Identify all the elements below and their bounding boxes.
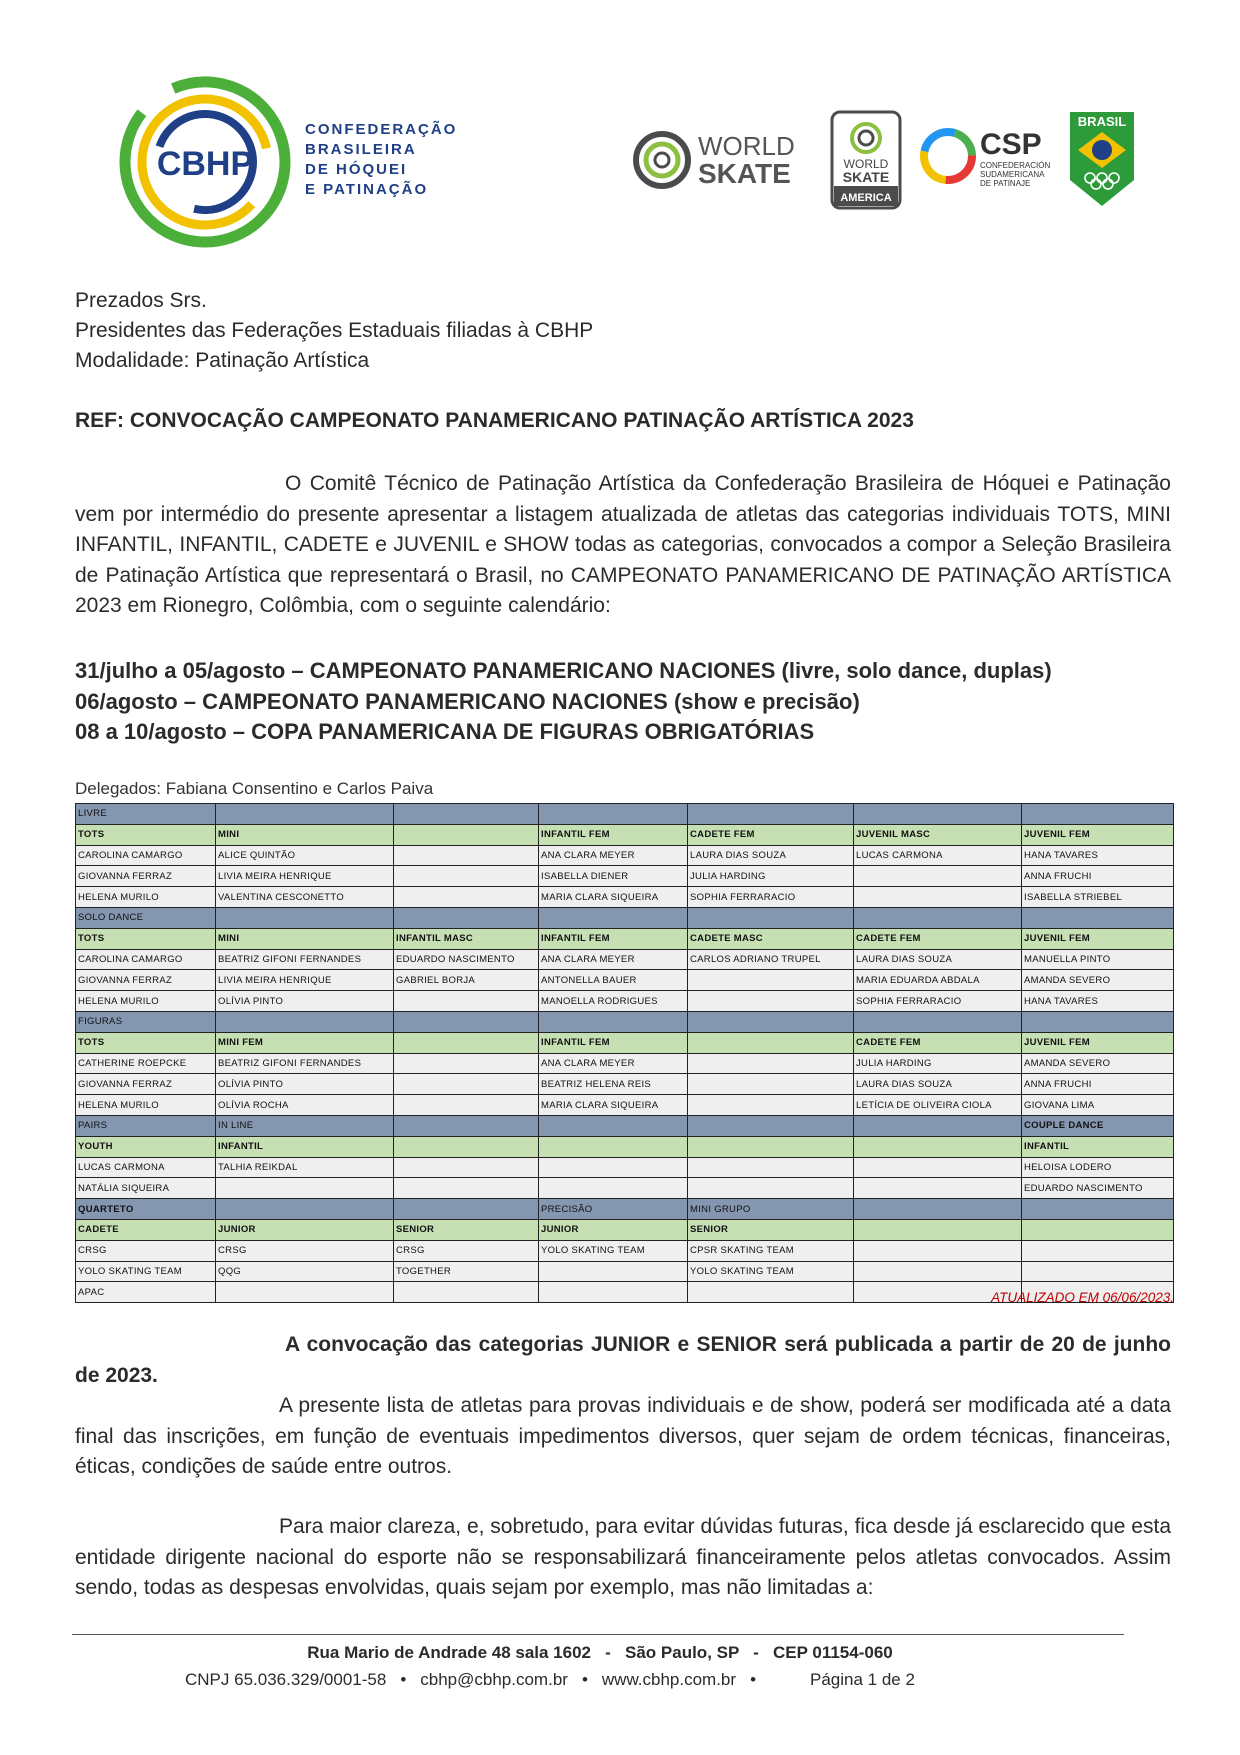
table-cell: ANNA FRUCHI (1022, 1074, 1174, 1095)
category-row (76, 824, 1174, 845)
table-cell: JUNIOR (539, 1219, 688, 1240)
footer-email[interactable]: cbhp@cbhp.com.br (420, 1670, 568, 1689)
table-cell (394, 824, 539, 845)
table-cell (688, 1011, 854, 1032)
table-cell: LETÍCIA DE OLIVEIRA CIOLA (854, 1095, 1022, 1116)
table-cell (539, 1261, 688, 1282)
table-cell (539, 1011, 688, 1032)
table-cell (854, 1136, 1022, 1157)
table-cell: IN LINE (216, 1115, 394, 1136)
table-cell: MINI FEM (216, 1032, 394, 1053)
csp-line: DE PATINAJE (980, 179, 1031, 188)
table-cell (216, 1282, 394, 1303)
table-cell: CRSG (394, 1240, 539, 1261)
table-cell: INFANTIL FEM (539, 824, 688, 845)
table-cell (394, 1032, 539, 1053)
expenses-paragraph (75, 1512, 1171, 1604)
section-row (76, 804, 1174, 825)
table-cell: JUVENIL FEM (1022, 928, 1174, 949)
table-cell: JULIA HARDING (688, 866, 854, 887)
table-cell: SOPHIA FERRARACIO (688, 887, 854, 908)
table-cell (1022, 804, 1174, 825)
table-cell: CADETE FEM (854, 1032, 1022, 1053)
footer-divider (72, 1634, 1124, 1635)
table-cell: SOPHIA FERRARACIO (854, 991, 1022, 1012)
table-cell: INFANTIL (216, 1136, 394, 1157)
table-cell (539, 1115, 688, 1136)
table-cell: LIVRE (76, 804, 216, 825)
table-cell (216, 1199, 394, 1220)
footer-contacts (185, 1670, 1085, 1690)
cbhp-name-line: E PATINAÇÃO (305, 181, 429, 198)
athlete-row (76, 1157, 1174, 1178)
table-cell: CADETE FEM (688, 824, 854, 845)
table-cell: PRECISÃO (539, 1199, 688, 1220)
table-cell: CAROLINA CAMARGO (76, 845, 216, 866)
table-cell (394, 1157, 539, 1178)
table-cell: CAROLINA CAMARGO (76, 949, 216, 970)
table-cell: LIVIA MEIRA HENRIQUE (216, 866, 394, 887)
table-cell: FIGURAS (76, 1011, 216, 1032)
reference-line: REF: CONVOCAÇÃO CAMPEONATO PANAMERICANO PATINAÇÃO ARTÍSTICA 2023 (75, 409, 914, 432)
wsa-word: WORLD (843, 157, 889, 171)
table-cell (854, 887, 1022, 908)
table-cell: COUPLE DANCE (1022, 1115, 1174, 1136)
table-cell (394, 1282, 539, 1303)
schedule-item: 31/julho a 05/agosto – CAMPEONATO PANAMERICANO NACIONES (livre, solo dance, duplas) (75, 658, 1052, 683)
cbhp-name-line: CONFEDERAÇÃO (305, 121, 458, 138)
table-cell (394, 1074, 539, 1095)
csp-line: SUDAMERICANA (980, 170, 1045, 179)
table-cell: TOTS (76, 1032, 216, 1053)
table-cell (854, 1178, 1022, 1199)
table-cell: ANA CLARA MEYER (539, 1053, 688, 1074)
table-cell (216, 907, 394, 928)
table-cell: ANTONELLA BAUER (539, 970, 688, 991)
table-cell: GABRIEL BORJA (394, 970, 539, 991)
athlete-row (76, 887, 1174, 908)
intro-text: O Comitê Técnico de Patinação Artística da Confederação Brasileira de Hóquei e Patinação vem por intermédio do presente apresentar a listagem atualizada de atletas das categorias individuais TOTS, MINI INFANTIL, INFANTIL, CADETE e JUVENIL e SHOW todas as categorias, convocados a compor a Seleção Brasileira de Patinação Artística que representará o Brasil, no CAMPEONATO PANAMERICANO DE PATINAÇÃO ARTÍSTICA 2023 em Rionegro, Colômbia, com o seguinte calendário: (75, 472, 1171, 617)
table-cell (394, 907, 539, 928)
table-cell: LAURA DIAS SOUZA (854, 949, 1022, 970)
table-cell: JUNIOR (216, 1219, 394, 1240)
world-skate-word: WORLD (698, 131, 795, 161)
table-cell: INFANTIL FEM (539, 928, 688, 949)
table-cell: CRSG (76, 1240, 216, 1261)
team-table (75, 803, 1174, 1303)
table-cell (394, 1199, 539, 1220)
updated-note: ATUALIZADO EM 06/06/2023. (991, 1290, 1174, 1305)
table-cell (688, 1178, 854, 1199)
csp-logo (918, 118, 1053, 196)
wsa-word: AMERICA (840, 192, 892, 204)
list-change-paragraph (75, 1391, 1171, 1483)
table-cell (688, 1282, 854, 1303)
table-cell (854, 1219, 1022, 1240)
athlete-row (76, 949, 1174, 970)
footer-address: Rua Mario de Andrade 48 sala 1602 - São Paulo, SP - CEP 01154-060 (307, 1643, 893, 1662)
table-cell (688, 907, 854, 928)
list-change-text: A presente lista de atletas para provas individuais e de show, poderá ser modificada até a data final das inscrições, em função de eventuais impedimentos diversos, quer sejam de ordem técnicas, financeiras, éticas, condições de saúde entre outros. (75, 1394, 1171, 1478)
table-cell: SENIOR (394, 1219, 539, 1240)
table-cell: YOLO SKATING TEAM (539, 1240, 688, 1261)
cbhp-logo-text: CBHP (156, 145, 254, 183)
schedule-item: 06/agosto – CAMPEONATO PANAMERICANO NACIONES (show e precisão) (75, 688, 860, 714)
cbhp-logo (115, 75, 295, 250)
table-cell (216, 1178, 394, 1199)
table-cell (1022, 1261, 1174, 1282)
table-cell: YOLO SKATING TEAM (688, 1261, 854, 1282)
table-cell: CADETE (76, 1219, 216, 1240)
table-cell (688, 991, 854, 1012)
table-cell: LAURA DIAS SOUZA (854, 1074, 1022, 1095)
table-cell: MANOELLA RODRIGUES (539, 991, 688, 1012)
table-cell (394, 804, 539, 825)
table-cell: CADETE FEM (854, 928, 1022, 949)
footer-cnpj: CNPJ 65.036.329/0001-58 (185, 1670, 387, 1689)
table-cell (394, 1178, 539, 1199)
table-cell: JUVENIL FEM (1022, 824, 1174, 845)
category-row (76, 1032, 1174, 1053)
table-cell: INFANTIL (1022, 1136, 1174, 1157)
table-cell: OLÍVIA ROCHA (216, 1095, 394, 1116)
category-row (76, 928, 1174, 949)
team-table-body (76, 804, 1174, 1303)
table-cell: ISABELLA DIENER (539, 866, 688, 887)
table-cell (394, 866, 539, 887)
table-cell: TOTS (76, 824, 216, 845)
table-cell: JUVENIL FEM (1022, 1032, 1174, 1053)
table-cell: SENIOR (688, 1219, 854, 1240)
salutation-line: Prezados Srs. (75, 289, 207, 312)
table-cell (1022, 1011, 1174, 1032)
table-cell: EDUARDO NASCIMENTO (394, 949, 539, 970)
table-cell (688, 1032, 854, 1053)
category-row (76, 1219, 1174, 1240)
table-cell: APAC (76, 1282, 216, 1303)
athlete-row (76, 1074, 1174, 1095)
bullet-icon: • (581, 1670, 588, 1689)
section-row (76, 1011, 1174, 1032)
table-cell: HELOISA LODERO (1022, 1157, 1174, 1178)
table-cell: CARLOS ADRIANO TRUPEL (688, 949, 854, 970)
table-cell (1022, 1240, 1174, 1261)
wsa-word: SKATE (842, 169, 890, 185)
world-skate-word: SKATE (698, 158, 791, 189)
table-cell: ALICE QUINTÃO (216, 845, 394, 866)
world-skate-america-logo (830, 110, 902, 210)
table-cell (854, 866, 1022, 887)
table-cell (688, 1095, 854, 1116)
footer-page-number: Página 1 de 2 (810, 1670, 915, 1689)
table-cell: LUCAS CARMONA (76, 1157, 216, 1178)
table-cell: CATHERINE ROEPCKE (76, 1053, 216, 1074)
table-cell: GIOVANNA FERRAZ (76, 866, 216, 887)
table-cell (216, 804, 394, 825)
table-cell (1022, 907, 1174, 928)
table-cell: EDUARDO NASCIMENTO (1022, 1178, 1174, 1199)
table-cell (854, 804, 1022, 825)
table-cell: CADETE MASC (688, 928, 854, 949)
athlete-row (76, 991, 1174, 1012)
table-cell (854, 1157, 1022, 1178)
world-skate-logo (630, 125, 810, 195)
table-cell: TOGETHER (394, 1261, 539, 1282)
table-cell: NATÁLIA SIQUEIRA (76, 1178, 216, 1199)
table-cell (539, 1282, 688, 1303)
table-cell (854, 1199, 1022, 1220)
cbhp-name-line: DE HÓQUEI (305, 161, 408, 178)
table-cell: GIOVANA LIMA (1022, 1095, 1174, 1116)
section-row (76, 907, 1174, 928)
table-cell: YOUTH (76, 1136, 216, 1157)
athlete-row (76, 866, 1174, 887)
expenses-text: Para maior clareza, e, sobretudo, para evitar dúvidas futuras, fica desde já esclarecido que esta entidade dirigente nacional do esporte não se responsabilizará financeiramente pelos atletas convocados. Assim sendo, todas as despesas envolvidas, quais sejam por exemplo, mas não limitadas a: (75, 1515, 1171, 1599)
table-cell: OLÍVIA PINTO (216, 1074, 394, 1095)
table-cell (854, 1115, 1022, 1136)
table-cell (394, 1053, 539, 1074)
table-cell (688, 1157, 854, 1178)
junior-senior-paragraph (75, 1330, 1171, 1391)
table-cell: INFANTIL MASC (394, 928, 539, 949)
table-cell: QUARTETO (76, 1199, 216, 1220)
table-cell (854, 907, 1022, 928)
schedule (75, 656, 1052, 748)
table-cell: MINI (216, 824, 394, 845)
csp-abbr: CSP (980, 128, 1042, 161)
athlete-row (76, 970, 1174, 991)
table-cell: LUCAS CARMONA (854, 845, 1022, 866)
section-row (76, 1199, 1174, 1220)
section-row (76, 1115, 1174, 1136)
table-cell: MARIA EDUARDA ABDALA (854, 970, 1022, 991)
table-cell: CPSR SKATING TEAM (688, 1240, 854, 1261)
table-cell: TALHIA REIKDAL (216, 1157, 394, 1178)
athlete-row (76, 1261, 1174, 1282)
table-cell (539, 907, 688, 928)
table-cell: HELENA MURILO (76, 887, 216, 908)
table-cell: MINI GRUPO (688, 1199, 854, 1220)
table-cell: INFANTIL FEM (539, 1032, 688, 1053)
table-cell: GIOVANNA FERRAZ (76, 1074, 216, 1095)
table-cell: BEATRIZ GIFONI FERNANDES (216, 949, 394, 970)
table-cell: LIVIA MEIRA HENRIQUE (216, 970, 394, 991)
table-cell: HANA TAVARES (1022, 991, 1174, 1012)
athlete-row (76, 1178, 1174, 1199)
table-cell (688, 970, 854, 991)
salutation-line: Modalidade: Patinação Artística (75, 349, 370, 372)
table-cell (539, 1178, 688, 1199)
brasil-olympic-logo (1068, 110, 1136, 208)
table-cell: HELENA MURILO (76, 1095, 216, 1116)
athlete-row (76, 1053, 1174, 1074)
table-cell: QQG (216, 1261, 394, 1282)
table-cell: BEATRIZ GIFONI FERNANDES (216, 1053, 394, 1074)
table-cell (854, 1011, 1022, 1032)
table-cell: ISABELLA STRIEBEL (1022, 887, 1174, 908)
table-cell: OLÍVIA PINTO (216, 991, 394, 1012)
table-cell (394, 1095, 539, 1116)
table-cell (854, 1261, 1022, 1282)
table-cell: GIOVANNA FERRAZ (76, 970, 216, 991)
table-cell: BEATRIZ HELENA REIS (539, 1074, 688, 1095)
table-cell: ANA CLARA MEYER (539, 845, 688, 866)
table-cell (394, 991, 539, 1012)
table-cell (394, 1011, 539, 1032)
table-cell (688, 804, 854, 825)
table-cell: AMANDA SEVERO (1022, 970, 1174, 991)
footer-website[interactable]: www.cbhp.com.br (601, 1670, 737, 1689)
table-cell: JUVENIL MASC (854, 824, 1022, 845)
intro-paragraph (75, 469, 1171, 622)
table-cell: YOLO SKATING TEAM (76, 1261, 216, 1282)
cbhp-name-line: BRASILEIRA (305, 141, 417, 158)
table-cell: AMANDA SEVERO (1022, 1053, 1174, 1074)
table-cell (688, 1074, 854, 1095)
brasil-word: BRASIL (1077, 114, 1127, 129)
table-cell (854, 1240, 1022, 1261)
table-cell (394, 887, 539, 908)
athlete-row (76, 1095, 1174, 1116)
category-row (76, 1136, 1174, 1157)
table-cell (539, 804, 688, 825)
table-cell: JULIA HARDING (854, 1053, 1022, 1074)
table-cell: VALENTINA CESCONETTO (216, 887, 394, 908)
table-cell: ANNA FRUCHI (1022, 866, 1174, 887)
cbhp-name (305, 120, 485, 200)
table-cell: ANA CLARA MEYER (539, 949, 688, 970)
table-cell: MANUELLA PINTO (1022, 949, 1174, 970)
table-cell: MARIA CLARA SIQUEIRA (539, 887, 688, 908)
table-cell: CRSG (216, 1240, 394, 1261)
athlete-row (76, 1240, 1174, 1261)
table-cell: MARIA CLARA SIQUEIRA (539, 1095, 688, 1116)
table-cell (688, 1053, 854, 1074)
table-cell: HELENA MURILO (76, 991, 216, 1012)
table-cell (394, 1115, 539, 1136)
table-cell: MINI (216, 928, 394, 949)
delegates: Delegados: Fabiana Consentino e Carlos Paiva (75, 779, 434, 798)
table-cell (539, 1136, 688, 1157)
bullet-icon: • (400, 1670, 407, 1689)
salutation (75, 286, 1175, 376)
table-cell: TOTS (76, 928, 216, 949)
table-cell (394, 1136, 539, 1157)
table-cell (1022, 1219, 1174, 1240)
csp-line: CONFEDERACIÓN (980, 161, 1051, 170)
athlete-row (76, 845, 1174, 866)
table-cell (1022, 1199, 1174, 1220)
table-cell: HANA TAVARES (1022, 845, 1174, 866)
table-cell: SOLO DANCE (76, 907, 216, 928)
table-cell (216, 1011, 394, 1032)
table-cell (688, 1115, 854, 1136)
bullet-icon: • (750, 1670, 757, 1689)
table-cell (688, 1136, 854, 1157)
schedule-item: 08 a 10/agosto – COPA PANAMERICANA DE FIGURAS OBRIGATÓRIAS (75, 719, 815, 744)
table-cell: PAIRS (76, 1115, 216, 1136)
table-cell (394, 845, 539, 866)
table-cell: LAURA DIAS SOUZA (688, 845, 854, 866)
salutation-line: Presidentes das Federações Estaduais filiadas à CBHP (75, 319, 594, 342)
junior-senior-text: A convocação das categorias JUNIOR e SENIOR será publicada a partir de 20 de junho de 2023. (75, 1333, 1171, 1387)
table-cell (539, 1157, 688, 1178)
